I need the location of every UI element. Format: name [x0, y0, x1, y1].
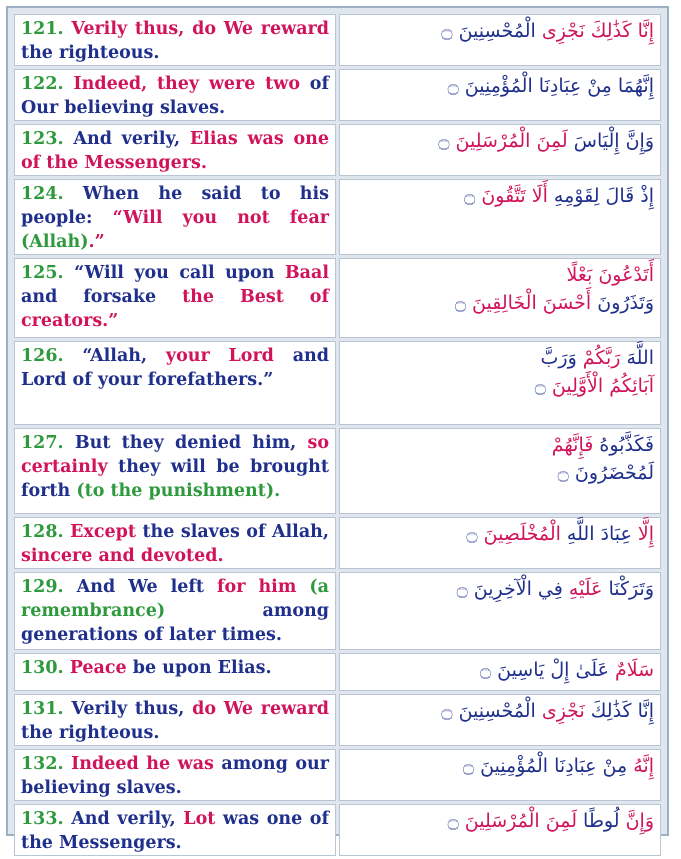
verse-end-marker-icon: ۝ — [447, 810, 465, 832]
arabic-segment: عِبَادَ اللَّهِ — [560, 523, 632, 545]
arabic-segment: آبَائِكُمُ الْأَوَّلِينَ — [551, 375, 654, 397]
translation-segment: the righteous. — [21, 43, 160, 63]
verse-translation — [14, 69, 336, 121]
translation-segment: and forsake — [21, 287, 183, 307]
translation-segment: Baal — [284, 263, 329, 283]
arabic-segment: نَجْزِى — [535, 20, 585, 42]
translation-segment: .” — [88, 232, 105, 252]
arabic-segment: فِي الْآخِرِينَ — [473, 578, 563, 600]
arabic-segment: الْمُخْلَصِينَ — [483, 523, 561, 545]
translation-segment: When he said to his people: — [21, 184, 329, 228]
verse-number: 128. — [21, 522, 71, 542]
translation-segment: was one of the Messengers. — [21, 809, 329, 853]
arabic-line — [346, 697, 654, 725]
translation-segment: “Allah, — [82, 346, 166, 366]
translation-segment: Verily thus, — [71, 699, 193, 719]
verse-row — [14, 258, 661, 338]
arabic-line — [346, 289, 654, 317]
arabic-segment: أَحْسَنَ الْخَالِقِينَ — [472, 292, 592, 314]
arabic-segment: الْمُحْسِنِينَ — [458, 700, 536, 722]
verse-arabic — [339, 653, 661, 691]
translation-segment: be upon Elias. — [132, 658, 272, 678]
verse-end-marker-icon: ۝ — [438, 130, 456, 152]
translation-segment: among our believing slaves. — [21, 754, 329, 798]
verse-number: 132. — [21, 754, 72, 774]
verse-end-marker-icon: ۝ — [466, 523, 484, 545]
translation-segment: the righteous. — [21, 723, 160, 743]
verse-table-frame — [6, 6, 669, 853]
arabic-segment: لَمِنَ الْمُرْسَلِينَ — [464, 810, 577, 832]
arabic-line — [346, 182, 654, 210]
arabic-line — [346, 17, 654, 45]
verse-arabic — [339, 694, 661, 746]
verse-number: 121. — [21, 19, 72, 39]
verse-number: 123. — [21, 129, 74, 149]
arabic-segment: فَإِنَّهُمْ — [551, 434, 594, 456]
verse-row — [14, 572, 661, 650]
arabic-segment: أَلَا تَتَّقُونَ — [481, 185, 548, 207]
arabic-segment: اللَّهَ — [620, 347, 654, 369]
translation-segment: Indeed he was — [71, 754, 222, 774]
arabic-segment: مِنْ عِبَادِنَا الْمُؤْمِنِينَ — [480, 755, 628, 777]
verse-translation — [14, 258, 336, 338]
translation-segment: the Best of creators.” — [21, 287, 330, 331]
verse-translation — [14, 749, 336, 801]
translation-segment: But they denied him, — [74, 433, 308, 453]
verse-translation — [14, 179, 336, 255]
verse-number: 129. — [21, 577, 77, 597]
arabic-segment: أَتَدْعُونَ بَعْلًا — [566, 264, 654, 286]
arabic-line — [346, 372, 654, 400]
arabic-line — [346, 72, 654, 100]
verse-arabic — [339, 179, 661, 255]
verse-number: 127. — [21, 433, 75, 453]
verse-row — [14, 179, 661, 255]
arabic-segment: الْمُحْسِنِينَ — [458, 20, 536, 42]
verse-row — [14, 124, 661, 176]
verse-number: 130. — [21, 658, 70, 678]
translation-segment: was one of the Messengers. — [21, 129, 329, 173]
verse-arabic — [339, 749, 661, 801]
arabic-segment: لُوطًا — [576, 810, 620, 832]
arabic-segment: إِلَّا — [631, 523, 654, 545]
translation-segment: Except — [70, 522, 143, 542]
verse-arabic — [339, 258, 661, 338]
arabic-segment: إِنَّهُ — [627, 755, 654, 777]
verse-number: 131. — [21, 699, 72, 719]
arabic-line — [346, 344, 654, 372]
arabic-line — [346, 807, 654, 835]
translation-segment: “Will you call upon — [74, 263, 285, 283]
arabic-line — [346, 575, 654, 603]
arabic-segment: إِذْ قَالَ لِقَوْمِهِ — [547, 185, 654, 207]
translation-segment: And We left — [76, 577, 218, 597]
verse-arabic — [339, 428, 661, 514]
translation-segment: Peace — [69, 658, 133, 678]
arabic-line — [346, 459, 654, 487]
verse-translation — [14, 517, 336, 569]
translation-segment: Indeed, they were two — [73, 74, 301, 94]
verse-translation — [14, 694, 336, 746]
arabic-segment: عَلَىٰ إِلْ يَاسِينَ — [497, 659, 609, 681]
verse-arabic — [339, 124, 661, 176]
arabic-line — [346, 520, 654, 548]
arabic-segment: إِلْيَاسَ — [567, 130, 620, 152]
translation-segment: And verily, — [71, 809, 184, 829]
arabic-line — [346, 127, 654, 155]
verse-end-marker-icon: ۝ — [441, 20, 459, 42]
arabic-segment: وَتَرَكْنَا — [602, 578, 654, 600]
verse-end-marker-icon: ۝ — [454, 292, 473, 314]
verse-translation — [14, 653, 336, 691]
translation-segment: And verily, — [73, 129, 190, 149]
verse-arabic — [339, 341, 661, 425]
translation-segment: (Allah) — [21, 232, 89, 252]
translation-segment: “Will you not fear — [112, 208, 329, 228]
arabic-segment: فَكَذَّبُوهُ — [593, 434, 654, 456]
translation-segment: (to the punishment). — [76, 481, 281, 501]
verse-end-marker-icon: ۝ — [464, 185, 482, 207]
verse-number: 126. — [21, 346, 83, 366]
verse-row — [14, 14, 661, 66]
arabic-segment: وَتَذَرُونَ — [591, 292, 654, 314]
verse-row — [14, 428, 661, 514]
verse-translation — [14, 428, 336, 514]
arabic-segment: لَمُحْضَرُونَ — [574, 462, 654, 484]
arabic-segment: سَلَامٌ — [608, 659, 654, 681]
translation-segment: do We reward — [192, 19, 330, 39]
verse-translation — [14, 572, 336, 650]
verse-row — [14, 694, 661, 746]
verse-arabic — [339, 804, 661, 856]
arabic-segment: عَلَيْهِ — [562, 578, 603, 600]
arabic-segment: وَإِنَّ — [619, 810, 654, 832]
arabic-line — [346, 752, 654, 780]
verse-arabic — [339, 69, 661, 121]
arabic-segment: إِنَّا كَذَٰلِكَ — [584, 20, 654, 42]
verse-end-marker-icon: ۝ — [534, 375, 552, 397]
arabic-segment: إِنَّا كَذَٰلِكَ — [584, 700, 654, 722]
translation-segment: Elias — [189, 129, 248, 149]
verse-table — [11, 11, 664, 859]
arabic-line — [346, 656, 654, 684]
verse-translation — [14, 14, 336, 66]
verse-table-body — [14, 14, 661, 856]
arabic-segment: وَإِنَّ — [619, 130, 654, 152]
translation-segment: among generations of later times. — [21, 601, 329, 645]
translation-segment: of Our believing slaves. — [21, 74, 330, 118]
verse-translation — [14, 804, 336, 856]
verse-row — [14, 341, 661, 425]
translation-segment: so certainly — [21, 433, 330, 477]
verse-end-marker-icon: ۝ — [479, 659, 498, 681]
verse-number: 133. — [21, 809, 72, 829]
translation-segment: and Lord of your forefathers.” — [21, 346, 330, 390]
translation-segment: do We reward — [192, 699, 330, 719]
translation-segment: (a remembrance) — [21, 577, 329, 621]
arabic-segment: نَجْزِى — [535, 700, 585, 722]
verse-translation — [14, 341, 336, 425]
verse-row — [14, 804, 661, 856]
verse-arabic — [339, 14, 661, 66]
translation-segment: Verily thus, — [71, 19, 193, 39]
verse-end-marker-icon: ۝ — [456, 578, 474, 600]
translation-segment: the slaves of Allah, — [142, 522, 329, 542]
verse-end-marker-icon: ۝ — [447, 75, 465, 97]
verse-end-marker-icon: ۝ — [441, 700, 459, 722]
translation-segment: for him — [217, 577, 310, 597]
verse-end-marker-icon: ۝ — [462, 755, 481, 777]
arabic-segment: إِنَّهُمَا مِنْ عِبَادِنَا الْمُؤْمِنِينَ — [464, 75, 654, 97]
translation-segment: Lot — [183, 809, 223, 829]
verse-row — [14, 749, 661, 801]
verse-row — [14, 69, 661, 121]
arabic-segment: لَمِنَ الْمُرْسَلِينَ — [455, 130, 568, 152]
verse-row — [14, 517, 661, 569]
verse-number: 124. — [21, 184, 83, 204]
arabic-line — [346, 261, 654, 289]
translation-segment: sincere and devoted. — [21, 546, 224, 566]
verse-arabic — [339, 517, 661, 569]
arabic-segment: وَرَبَّ — [540, 347, 577, 369]
translation-segment: your Lord — [165, 346, 293, 366]
verse-end-marker-icon: ۝ — [557, 462, 575, 484]
verse-number: 125. — [21, 263, 75, 283]
verse-translation — [14, 124, 336, 176]
translation-segment: they will be brought forth — [21, 457, 329, 501]
arabic-line — [346, 431, 654, 459]
arabic-segment: رَبَّكُمْ — [576, 347, 621, 369]
verse-arabic — [339, 572, 661, 650]
verse-row — [14, 653, 661, 691]
verse-number: 122. — [21, 74, 74, 94]
